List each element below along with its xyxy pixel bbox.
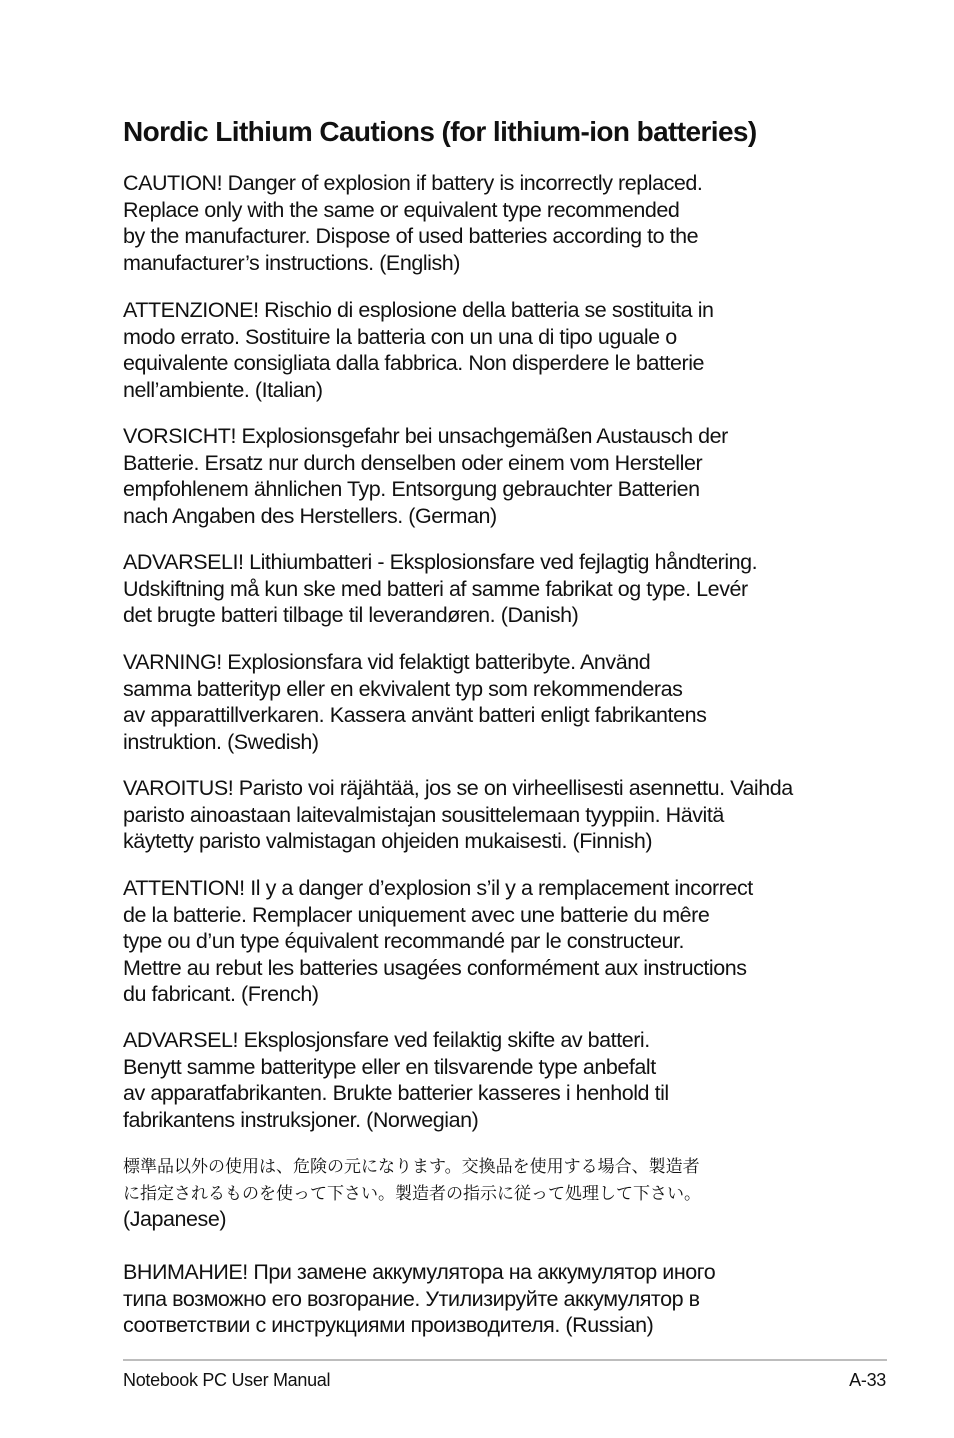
caution-japanese: 標準品以外の使用は、危険の元になります。交換品を使用する場合、製造者 に指定されるものを使って下さい。製造者の指示に従って処理して下さい。 (123, 1157, 701, 1204)
footer-manual-name: Notebook PC User Manual (123, 1370, 331, 1390)
caution-finnish: VAROITUS! Paristo voi räjähtää, jos se on virheellisesti asennettu. Vaihda paristo ainoastaan laitevalmistajan sousittelemaan tyyppiin. Hävitä käytetty paristo valmistagan ohjeiden mukaisesti. (Finnish) (123, 776, 793, 853)
caution-german: VORSICHT! Explosionsgefahr bei unsachgemäßen Austausch der Batterie. Ersatz nur durch denselben oder einem vom Hersteller empfohlenem ähnlichen Typ. Entsorgung gebrauchter Batterien nach Angaben des Herstellers. (German) (123, 424, 728, 528)
caution-english: CAUTION! Danger of explosion if battery is incorrectly replaced. Replace only with the same or equivalent type recommended by the manufacturer. Dispose of used batteries according to the manufacturer’s instructions. (English) (123, 171, 703, 275)
page-title: Nordic Lithium Cautions (for lithium-ion batteries) (123, 116, 757, 147)
caution-italian: ATTENZIONE! Rischio di esplosione della batteria se sostituita in modo errato. Sostituire la batteria con un una di tipo uguale o equivalente consigliata dalla fabbrica. Non disperdere le batterie nell’ambiente. (Italian) (123, 298, 714, 402)
caution-french: ATTENTION! Il y a danger d’explosion s’il y a remplacement incorrect de la batterie. Remplacer uniquement avec une batterie du mêre type ou d’un type équivalent recommandé par le constructeur. Mettre au rebut les batteries usagées conformément aux instructions du fabricant. (French) (123, 876, 753, 1006)
footer-divider (123, 1359, 887, 1361)
caution-russian: ВНИМАНИЕ! При замене аккумулятора на аккумулятор иного типа возможно его возгорание. Утилизируйте аккумулятор в соответствии с инструкциями производителя. (Russian) (123, 1260, 716, 1337)
caution-japanese-label: (Japanese) (123, 1207, 227, 1231)
caution-norwegian: ADVARSEL! Eksplosjonsfare ved feilaktig skifte av batteri. Benytt samme batteritype eller en tilsvarende type anbefalt av apparatfabrikanten. Brukte batterier kasseres i henhold til fabrikantens instruksjoner. (Norwegian) (123, 1028, 669, 1132)
caution-swedish: VARNING! Explosionsfara vid felaktigt batteribyte. Använd samma batterityp eller en ekvivalent typ som rekommenderas av apparattillverkaren. Kassera använt batteri enligt fabrikantens instruktion. (Swedish) (123, 650, 707, 754)
footer-page-number: A-33 (849, 1370, 886, 1390)
caution-danish: ADVARSELI! Lithiumbatteri - Eksplosionsfare ved fejlagtig håndtering. Udskiftning må kun ske med batteri af samme fabrikat og type. Levér det brugte batteri tilbage til leverandøren. (Danish) (123, 550, 758, 627)
